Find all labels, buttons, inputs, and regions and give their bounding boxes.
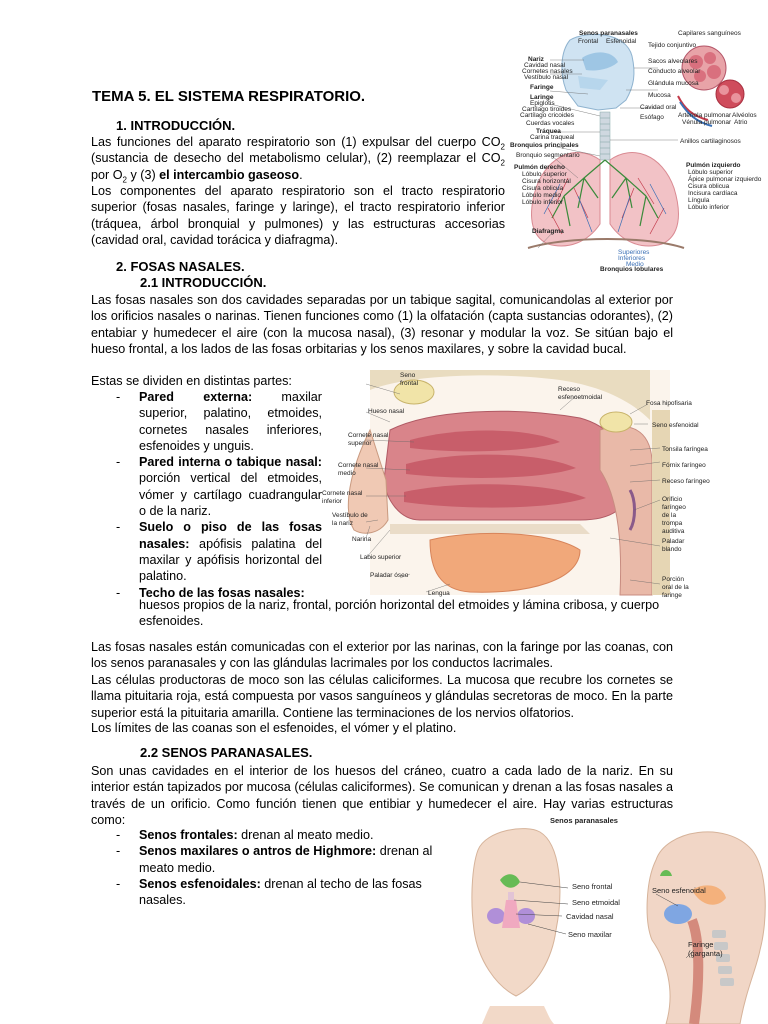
resp-label-cavidad-nasal: Cavidad nasal: [524, 62, 566, 69]
list-item-text: drenan al meato medio.: [139, 844, 433, 875]
nasal-cavity-figure: [322, 370, 710, 599]
nasal-label-orificio: Orificio faríngeo de la trompa auditiva: [662, 496, 686, 535]
resp-label-izq-lob-sup: Lóbulo superior: [688, 169, 733, 176]
resp-label-pulmon-derecho: Pulmón derecho: [514, 164, 565, 171]
resp-label-izq-lob-inf: Lóbulo inferior: [688, 204, 730, 211]
resp-label-vestibulo: Vestíbulo nasal: [524, 74, 569, 81]
section-2-2-heading: 2.2 SENOS PARANASALES.: [140, 745, 313, 760]
section-2-heading: 2. FOSAS NASALES.: [116, 259, 245, 274]
list-item-bold: Senos frontales:: [139, 828, 238, 842]
resp-label-traquea: Tráquea: [536, 128, 561, 135]
nasal-label-narina: Narina: [352, 536, 372, 543]
section-2-paragraph-5: Los límites de las coanas son el esfenoides, el vómer y el platino.: [91, 721, 457, 735]
resp-label-superiores: Superiores: [618, 249, 650, 256]
nasal-label-vestibulo: Vestíbulo de la nariz: [332, 512, 368, 527]
nasal-label-seno-esfenoidal: Seno esfenoidal: [652, 422, 699, 429]
p1-text-e: el intercambio gaseoso: [159, 167, 300, 182]
section-2-paragraph-1: Las fosas nasales son dos cavidades separadas por un tabique sagital, comunicandolas al exterior por los orificios nasales o narinas. Tienen funciones como (1) la olfatación (capta sustancias odorantes), (2) entabiar y humedecer el aire (con la mucosa nasal), (3) resonar y modular la voz. Se sitúan bajo el hueso frontal, a los lados de las fosas orbitarias y los senos maxilares, y sobre la cavidad bucal.: [91, 293, 673, 356]
senos-list: [116, 827, 444, 908]
resp-label-pulmon-izq: Pulmón izquierdo: [686, 162, 741, 169]
p1-text-d: y (3): [126, 167, 160, 182]
resp-label-anillos: Anillos cartilaginosos: [680, 138, 741, 145]
nasal-label-porcion-oral: Porción oral de la faringe: [662, 576, 689, 599]
resp-label-bronquios: Bronquios principales: [510, 142, 579, 149]
nasal-label-tonsila: Tonsila faríngea: [662, 446, 708, 453]
resp-label-faringe: Faringe: [530, 84, 554, 91]
senos-label-maxilar: Seno maxilar: [568, 930, 612, 939]
resp-label-lob-sup: Lóbulo superior: [522, 171, 567, 178]
resp-label-cis-hor: Cisura horizontal: [522, 178, 571, 185]
senos-label-esfenoidal: Seno esfenoidal: [652, 886, 706, 895]
resp-label-izq-cis: Cisura oblicua: [688, 183, 730, 190]
resp-label-frontal: Frontal: [578, 38, 599, 45]
list-item-bold: Senos esfenoidales:: [139, 876, 261, 891]
list-item-bold: Senos maxilares o antros de Highmore:: [139, 844, 377, 859]
resp-label-senos: Senos paranasales: [579, 30, 638, 37]
nasal-label-lengua: Lengua: [428, 590, 450, 597]
techo-text: huesos propios de la nariz, frontal, porción horizontal del etmoides y lámina cribosa, y cuerpo esfenoides.: [139, 598, 660, 629]
resp-label-nariz: Nariz: [528, 56, 544, 63]
section-2-1-heading: 2.1 INTRODUCCIÓN.: [140, 275, 267, 290]
list-item: [116, 843, 444, 876]
resp-label-atrio: Atrio: [734, 119, 748, 126]
nasal-label-labio: Labio superior: [360, 554, 402, 561]
section-2-paragraph-3: Las fosas nasales están comunicadas con el exterior por las narinas, con la faringe por las coanas, con los senos paranasales y con las glándulas lacrimales por los conductos lacrimales.: [91, 640, 673, 671]
resp-label-lingula: Língula: [688, 197, 710, 204]
resp-label-arteriola: Arteriola pulmonar: [678, 112, 732, 119]
resp-label-alveolos: Alvéolos: [732, 112, 757, 119]
senos-label-faringe: Faringe (garganta): [688, 940, 723, 958]
section-2-paragraph-4: Las células productoras de moco son las células caliciformes. La mucosa que recubre los cornetes se llama pituitaria roja, está compuesta por vasos sanguíneos y glándulas secretoras de moco. En la parte superior está la pituitaria amarilla. Contiene las terminaciones de los nervios olfatorios.: [91, 673, 673, 720]
senos-label-etmoidal: Seno etmoidal: [572, 898, 620, 907]
nasal-label-cornete-inf: Cornete nasal inferior: [322, 490, 363, 505]
resp-label-conducto: Conducto alveolar: [648, 68, 701, 75]
nasal-label-cornete-medio: Cornete nasal medio: [338, 462, 379, 477]
p1-sub-co2-2: 2: [500, 158, 505, 168]
list-item: [116, 519, 322, 584]
list-item: [116, 876, 444, 909]
nasal-label-receso-faringeo: Receso faríngeo: [662, 478, 710, 485]
resp-label-capilares: Capilares sanguíneos: [678, 30, 741, 37]
paranasal-sinuses-figure: [456, 810, 768, 1024]
list-item-text: porción vertical del etmoides, vómer y cartílago cuadrangular o de la nariz.: [139, 471, 322, 519]
list-item: [116, 454, 322, 519]
respiratory-system-figure: [508, 28, 762, 276]
nasal-label-seno-frontal: Seno frontal: [400, 372, 419, 387]
resp-label-venula: Vénula pulmonar: [682, 119, 732, 126]
p1-text-a: Las funciones del aparato respiratorio son (1) expulsar del cuerpo CO: [91, 135, 501, 149]
nasal-label-paladar-oseo: Paladar óseo: [370, 572, 409, 579]
section-1-paragraph-2: [91, 183, 505, 248]
list-item: [116, 827, 444, 843]
resp-label-carina: Carina traqueal: [530, 134, 575, 141]
resp-label-lob-medio: Lóbulo medio: [522, 192, 562, 199]
resp-label-epiglotis: Epiglotis: [530, 100, 555, 107]
list-item-bold: Suelo o piso de las fosas nasales:: [139, 520, 322, 551]
list-item-bold: Pared interna o tabique nasal:: [139, 455, 322, 470]
page-title: TEMA 5. EL SISTEMA RESPIRATORIO.: [92, 88, 366, 105]
list-item: [116, 389, 322, 454]
p1-text-b: (sustancia de desecho del metabolismo celular), (2) reemplazar el CO: [91, 151, 501, 166]
section-1-heading: 1. INTRODUCCIÓN.: [116, 118, 236, 133]
section-2-2-paragraph-1: Son unas cavidades en el interior de los huesos del cráneo, cuatro a cada lado de la nariz. En su interior están tapizados por mucosa (células caliciformes). Se comunican y drenan a las fosas nasales a través de un orificio. Como función tienen que entibiar y humedecer el aire. Hay varias estructuras como:: [91, 764, 673, 827]
resp-label-incisura: Incisura cardíaca: [688, 190, 738, 197]
resp-label-apice: Ápice pulmonar izquierdo: [688, 176, 762, 183]
resp-label-esofago: Esófago: [640, 114, 664, 121]
list-item-text: drenan al techo de las fosas nasales.: [139, 876, 422, 908]
list-item-text: apófisis palatina del maxilar y apófisis horizontal del palatino.: [139, 536, 322, 584]
resp-label-glandula: Glándula mucosa: [648, 80, 699, 87]
senos-label-frontal: Seno frontal: [572, 882, 613, 891]
senos-label-cavidad: Cavidad nasal: [566, 912, 614, 921]
resp-label-tejido: Tejido conjuntivo: [648, 42, 697, 49]
resp-label-lobulares: Bronquios lobulares: [600, 266, 664, 273]
p1-sub-co2-1: 2: [500, 142, 505, 152]
resp-label-laringe: Laringe: [530, 94, 554, 101]
resp-label-segmentario: Bronquio segmentario: [516, 152, 580, 159]
nasal-label-hueso-nasal: Hueso nasal: [368, 408, 405, 415]
resp-label-medio: Medio: [626, 261, 644, 268]
resp-label-lob-inf: Lóbulo inferior: [522, 199, 564, 206]
senos-figure-title: Senos paranasales: [550, 816, 618, 825]
p1-text-c: por O: [91, 167, 123, 182]
nasal-parts-list: [116, 389, 322, 601]
nasal-label-receso-esfeno: Receso esfenoetmoidal: [558, 386, 603, 401]
resp-label-tiroides: Cartílago tiroides: [522, 106, 572, 113]
resp-label-cricoides: Cartílago cricoides: [520, 112, 574, 119]
nasal-label-fosa-hipofisaria: Fosa hipofisaria: [646, 400, 692, 407]
section-2-paragraph-2: Estas se dividen en distintas partes:: [91, 374, 292, 388]
resp-label-diafragma: Diafragma: [532, 228, 564, 235]
list-item-text: drenan al meato medio.: [237, 828, 374, 842]
resp-label-cornetes: Cornetes nasales: [522, 68, 573, 75]
list-item-bold: Techo de las fosas nasales:: [139, 585, 305, 600]
resp-label-inferiores: Inferiores: [618, 255, 646, 262]
resp-label-cuerdas: Cuerdas vocales: [526, 120, 575, 127]
resp-label-cavidad-oral: Cavidad oral: [640, 104, 677, 111]
resp-label-cis-obl: Cisura oblicua: [522, 185, 564, 192]
nasal-label-paladar-blando: Paladar blando: [662, 538, 685, 553]
nasal-label-fornix: Fórnix faríngeo: [662, 462, 706, 469]
list-item-bold: Pared externa:: [139, 390, 253, 404]
list-item-text: maxilar superior, palatino, etmoides, cornetes nasales inferiores, esfenoides y unguis.: [139, 390, 322, 453]
p2-text: Los componentes del aparato respiratorio son el tracto respiratorio superior (fosas nasales, faringe y laringe), el tracto respiratorio inferior (tráquea, árbol bronquial y pulmones) y las estructuras accesorias (cavidad oral, cavidad torácica y diafragma).: [91, 184, 505, 247]
nasal-cavity-illustration: [330, 370, 692, 598]
section-1-paragraph-1: Las funciones del aparato respiratorio son (1) expulsar del cuerpo $CO_2$ (sustancia de desecho del metabolismo celular), (2) reemplazar el $CO_2$ por $O_2$ y (3) el intercambio gaseoso.: [91, 135, 505, 185]
nasal-label-cornete-sup: Cornete nasal superior: [348, 432, 389, 447]
resp-label-esfenoidal: Esfenoidal: [606, 38, 637, 45]
p1-sub-o2: 2: [122, 175, 127, 185]
resp-label-mucosa: Mucosa: [648, 92, 671, 99]
resp-label-sacos: Sacos alveolares: [648, 58, 698, 65]
